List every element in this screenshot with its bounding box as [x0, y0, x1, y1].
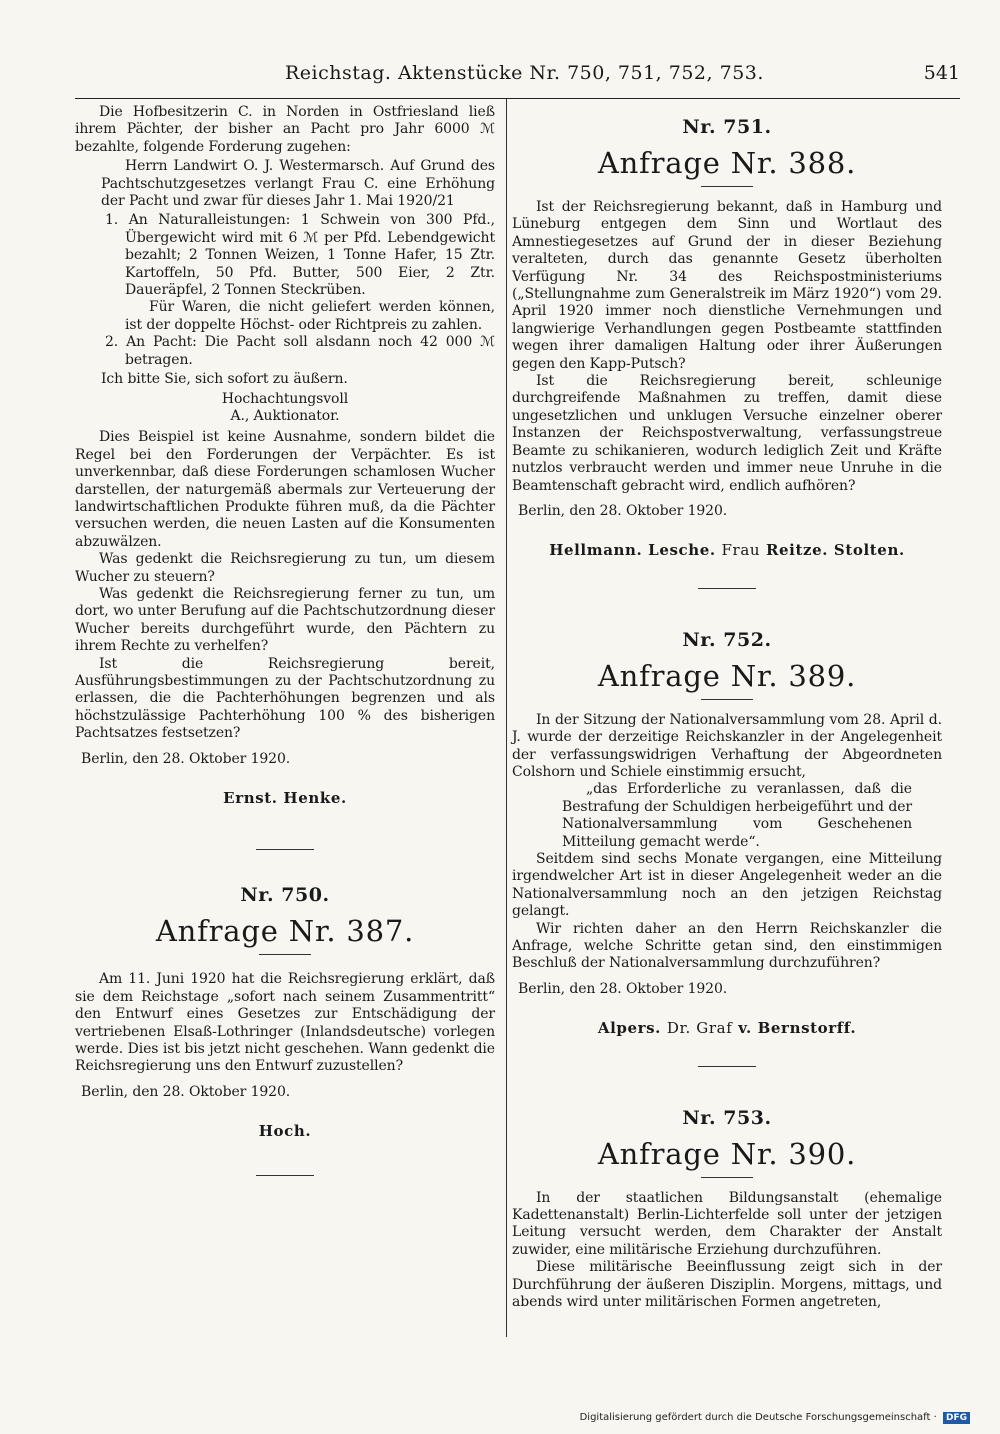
title-rule: [701, 1177, 753, 1178]
signature-names: Alpers.: [597, 1019, 661, 1038]
dfg-logo: DFG: [943, 1412, 970, 1424]
intro-paragraph: Die Hofbesitzerin C. in Norden in Ostfriesland ließ ihrem Pächter, der bisher an Pacht pro Jahr 6000 ℳ bezahlte, folgende Forderung zugehen:: [75, 104, 495, 155]
section-nr-752: [512, 629, 942, 1067]
body-paragraph: Seitdem sind sechs Monate vergangen, eine Mitteilung irgendwelcher Art ist in dieser Angelegenheit weder an die Nationalversammlung noch an den jetzigen Reichstag gelangt.: [512, 850, 942, 920]
section-number: Nr. 751.: [682, 116, 772, 138]
footer-text: Digitalisierung gefördert durch die Deutsche Forschungsgemeinschaft ·: [579, 1412, 937, 1423]
signature-names: Reitze. Stolten.: [765, 541, 905, 560]
letter-item-2: 2. An Pacht: Die Pacht soll alsdann noch 42 000 ℳ betragen.: [105, 334, 495, 368]
body-paragraph: Am 11. Juni 1920 hat die Reichsregierung erklärt, daß sie dem Reichstage „sofort nach seinem Zusammentritt“ den Entwurf eines Gesetzes zur Entschädigung der vertriebenen Elsaß-Lothringer (Inlandsdeutsche) vorlegen werde. Dies ist bis jetzt nicht geschehen. Wann gedenkt die Reichsregierung uns den Entwurf zuzustellen?: [75, 971, 495, 1075]
section-nr-750: [75, 884, 495, 1175]
letter-paragraph: Herrn Landwirt O. J. Westermarsch. Auf Grund des Pachtschutzgesetzes verlangt Frau C. eine Erhöhung der Pacht und zwar für dieses Jahr 1. Mai 1920/21: [101, 158, 495, 210]
body-paragraph: Dies Beispiel ist keine Ausnahme, sondern bildet die Regel bei den Forderungen der Verpächter. Es ist unverkennbar, daß diese Forderungen schamlosen Wucher darstellen, der naturgemäß abermals zur Verteuerung der landwirtschaftlichen Produkte führen muß, da die Pächter versuchen werden, die neuen Lasten auf die Konsumenten abzuwälzen.: [75, 429, 495, 550]
letter-closing: Ich bitte Sie, sich sofort zu äußern.: [101, 371, 348, 388]
section-nr-753: [512, 1107, 942, 1312]
section-number: Nr. 753.: [682, 1106, 772, 1129]
section-title: Anfrage Nr. 388.: [597, 146, 857, 180]
running-title: Reichstag. Aktenstücke Nr. 750, 751, 752, 753.: [285, 62, 764, 84]
body-paragraph: Ist die Reichsregierung bereit, Ausführungsbestimmungen zu der Pachtschutzordnung zu erlassen, die die Pachterhöhungen begrenzen und als höchstzulässige Pachterhöhung 100 % des bisherigen Pachtsatzes festsetzen?: [75, 655, 495, 742]
body-paragraph: Diese militärische Beeinflussung zeigt sich in der Durchführung der äußeren Disziplin. Morgens, mittags, und abends wird unter militärischen Formen angetreten,: [512, 1259, 942, 1311]
letter-greeting: Hochachtungsvoll: [221, 390, 349, 407]
letter-item-1-cont: Für Waren, die nicht geliefert werden können, ist der doppelte Höchst- oder Richtpreis zu zahlen.: [125, 299, 495, 333]
date-line: Berlin, den 28. Oktober 1920.: [518, 980, 728, 997]
date-line: Berlin, den 28. Oktober 1920.: [518, 502, 728, 519]
body-paragraph: Ist der Reichsregierung bekannt, daß in Hamburg und Lüneburg entgegen dem Sinn und Wortlaut des Amnestiegesetzes auf Grund der in dieser Beziehung veralteten, durch das genannte Gesetz überholten Verfügung Nr. 34 des Reichspostministeriums („Stellungnahme zum Generalstreik im März 1920“) vom 29. April 1920 immer noch dienstliche Vernehmungen und langwierige Verhandlungen gegen Postbeamte stattfinden wegen ihrer damaligen Haltung oder ihrer Äußerungen gegen den Kapp-Putsch?: [512, 199, 942, 372]
signature-names: Hellmann. Lesche.: [549, 541, 716, 560]
signature-names: v. Bernstorff.: [738, 1019, 857, 1038]
title-rule: [259, 954, 311, 955]
title-rule: [701, 699, 753, 700]
section-separator: [256, 1175, 314, 1176]
date-line: Berlin, den 28. Oktober 1920.: [81, 1083, 291, 1100]
signature: [512, 1020, 942, 1037]
section-number: Nr. 752.: [682, 628, 772, 651]
section-number: Nr. 750.: [240, 884, 330, 907]
letter-item-1: 1. An Naturalleistungen: 1 Schwein von 300 Pfd., Übergewicht wird mit 6 ℳ per Pfd. Lebendgewicht bezahlt; 2 Tonnen Weizen, 1 Tonne Hafer, 15 Ztr. Kartoffeln, 50 Pfd. Butter, 500 Eier, 2 Ztr. Daueräpfel, 2 Tonnen Steckrüben.: [105, 212, 495, 299]
body-paragraph: In der Sitzung der Nationalversammlung vom 28. April d. J. wurde der derzeitige Reichskanzler in der Angelegenheit der verfassungswidrigen Verhaftung der Abgeordneten Colshorn und Schiele einstimmig ersucht,: [512, 711, 942, 780]
body-paragraph: In der staatlichen Bildungsanstalt (ehemalige Kadettenanstalt) Berlin-Lichterfelde soll unter der jetzigen Leitung versucht werden, dem Charakter der Anstalt zuwider, eine militärische Erziehung durchzuführen.: [512, 1189, 942, 1258]
section-separator: [698, 1066, 756, 1067]
section-title: Anfrage Nr. 390.: [597, 1136, 857, 1171]
body-paragraph: Was gedenkt die Reichsregierung ferner zu tun, um dort, wo unter Berufung auf die Pachtschutzordnung dieser Wucher bereits durchgeführt wurde, den Pächtern zu ihrem Rechte zu verhelfen?: [75, 585, 495, 655]
date-line: Berlin, den 28. Oktober 1920.: [81, 750, 291, 767]
signature-title: Frau: [721, 541, 761, 560]
left-column: [75, 104, 495, 1176]
title-rule: [701, 186, 753, 187]
signature: Hoch.: [258, 1122, 312, 1141]
body-paragraph: Was gedenkt die Reichsregierung zu tun, um diesem Wucher zu steuern?: [75, 551, 495, 585]
signature: Ernst. Henke.: [223, 789, 347, 808]
section-nr-751: [512, 116, 942, 589]
right-column: [512, 104, 942, 1311]
letter-sender: A., Auktionator.: [230, 407, 340, 424]
signature: [512, 542, 942, 559]
section-title: Anfrage Nr. 389.: [597, 658, 857, 693]
body-paragraph: Wir richten daher an den Herrn Reichskanzler die Anfrage, welche Schritte getan sind, den einstimmigen Beschluß der Nationalversammlung durchzuführen?: [512, 920, 942, 972]
page-header: [75, 58, 960, 99]
section-title: Anfrage Nr. 387.: [155, 914, 415, 949]
column-divider: [506, 99, 507, 1337]
digitization-footer: [580, 1412, 970, 1424]
section-separator: [698, 588, 756, 589]
quote-paragraph: „das Erforderliche zu veranlassen, daß die Bestrafung der Schuldigen herbeigeführt und der Nationalversammlung vom Geschehenen Mitteilung gemacht werde“.: [562, 781, 912, 850]
signature-title: Dr. Graf: [666, 1019, 733, 1038]
section-separator: [256, 849, 314, 850]
body-paragraph: Ist die Reichsregierung bereit, schleunige durchgreifende Maßnahmen zu treffen, damit diese ungesetzlichen und unklugen Versuche einzelner oberer Instanzen der Reichspostverwaltung, verfassungstreue Beamte zu schikanieren, wodurch lediglich Zeit und Kräfte nutzlos verbraucht werden und immer neue Unruhe in die Beamtenschaft gebracht wird, endlich aufhören?: [512, 373, 942, 494]
page-number: 541: [923, 62, 960, 84]
